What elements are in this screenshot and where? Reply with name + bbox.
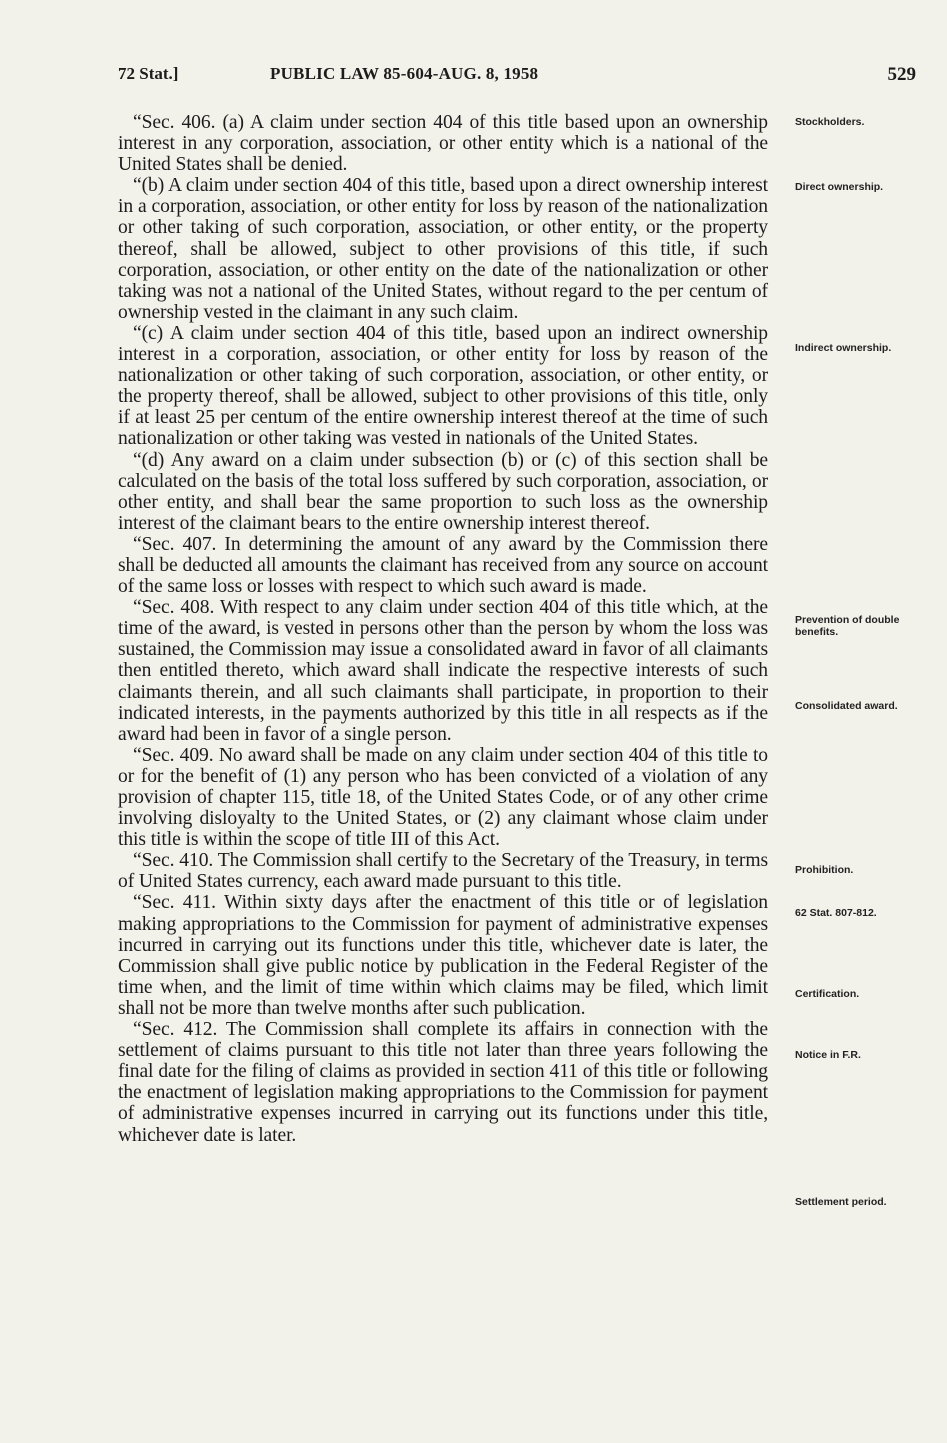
section-406-c: “(c) A claim under section 404 of this title, based upon an indirect ownership interest in a corporation, association, or other entity for loss by reason of the nationalization or other taking of such corporation, association, or other entity, or the property thereof, shall be allowed, subject to other provisions of this title, only if at least 25 per centum of the entire ownership interest thereof at the time of such nationalization or other taking was vested in nationals of the United States. (118, 322, 768, 450)
margin-note-stat-reference: 62 Stat. 807-812. (795, 907, 877, 919)
section-407: “Sec. 407. In determining the amount of any award by the Commission there shall be deducted all amounts the claimant has received from any source on account of the same loss or losses with respect to which such award is made. (118, 533, 768, 598)
margin-note-stockholders: Stockholders. (795, 116, 865, 128)
margin-note-certification: Certification. (795, 988, 860, 1000)
section-409: “Sec. 409. No award shall be made on any claim under section 404 of this title to or for the benefit of (1) any person who has been convicted of a violation of any provision of chapter 115, title 18, of the United States Code, or of any other crime involving disloyalty to the United States, or (2) any claimant whose claim under this title is within the scope of title III of this Act. (118, 744, 768, 851)
margin-note-settlement: Settlement period. (795, 1196, 887, 1208)
section-411: “Sec. 411. Within sixty days after the enactment of this title or of legislation making appropriations to the Commission for payment of administrative expenses incurred in carrying out its functions under this title, whichever date is later, the Commission shall give public notice by publication in the Federal Register of the time when, and the limit of time within which claims may be filed, which limit shall not be more than twelve months after such publication. (118, 892, 768, 1019)
page-title: PUBLIC LAW 85-604-AUG. 8, 1958 (270, 64, 539, 83)
statute-reference: 72 Stat.] (118, 64, 179, 83)
margin-note-direct-ownership: Direct ownership. (795, 181, 884, 193)
margin-note-prohibition: Prohibition. (795, 864, 854, 876)
margin-note-prevention: Prevention of double benefits. (795, 614, 900, 638)
page-number: 529 (887, 64, 916, 85)
page-header (118, 64, 920, 92)
main-text (118, 112, 768, 1146)
section-408: “Sec. 408. With respect to any claim under section 404 of this title which, at the time of the award, is vested in persons other than the person by whom the loss was sustained, the Commission may issue a consolidated award in favor of all claimants then entitled thereto, which award shall indicate the respective interests of such claimants therein, and all such claimants shall participate, in proportion to their indicated interests, in the payments authorized by this title in all respects as if the award had been in favor of a single person. (118, 597, 768, 745)
margin-note-consolidated: Consolidated award. (795, 700, 898, 712)
margin-note-indirect-ownership: Indirect ownership. (795, 342, 892, 354)
section-406-b: “(b) A claim under section 404 of this title, based upon a direct ownership interest in a corporation, association, or other entity for loss by reason of the nationalization or other taking of such corporation, association, or other entity, or the property thereof, shall be allowed, subject to other provisions of this title, if such corporation, association, or other entity on the date of the nationalization or other taking was not a national of the United States, without regard to the per centum of ownership vested in the claimant in any such claim. (118, 175, 768, 323)
section-410: “Sec. 410. The Commission shall certify to the Secretary of the Treasury, in terms of United States currency, each award made pursuant to this title. (118, 850, 768, 893)
section-412: “Sec. 412. The Commission shall complete its affairs in connection with the settlement of claims pursuant to this title not later than three years following the final date for the filing of claims as provided in section 411 of this title or following the enactment of legislation making appropriations to the Commission for payment of administrative expenses incurred in carrying out its functions under this title, whichever date is later. (118, 1019, 768, 1146)
section-406-a: “Sec. 406. (a) A claim under section 404 of this title based upon an ownership interest in any corporation, association, or other entity which is a national of the United States shall be denied. (118, 112, 768, 176)
section-406-d: “(d) Any award on a claim under subsection (b) or (c) of this section shall be calculated on the basis of the total loss suffered by such corporation, association, or other entity, and shall bear the same proportion to such loss as the ownership interest of the claimant bears to the entire ownership interest thereof. (118, 449, 768, 534)
margin-note-notice: Notice in F.R. (795, 1049, 861, 1061)
